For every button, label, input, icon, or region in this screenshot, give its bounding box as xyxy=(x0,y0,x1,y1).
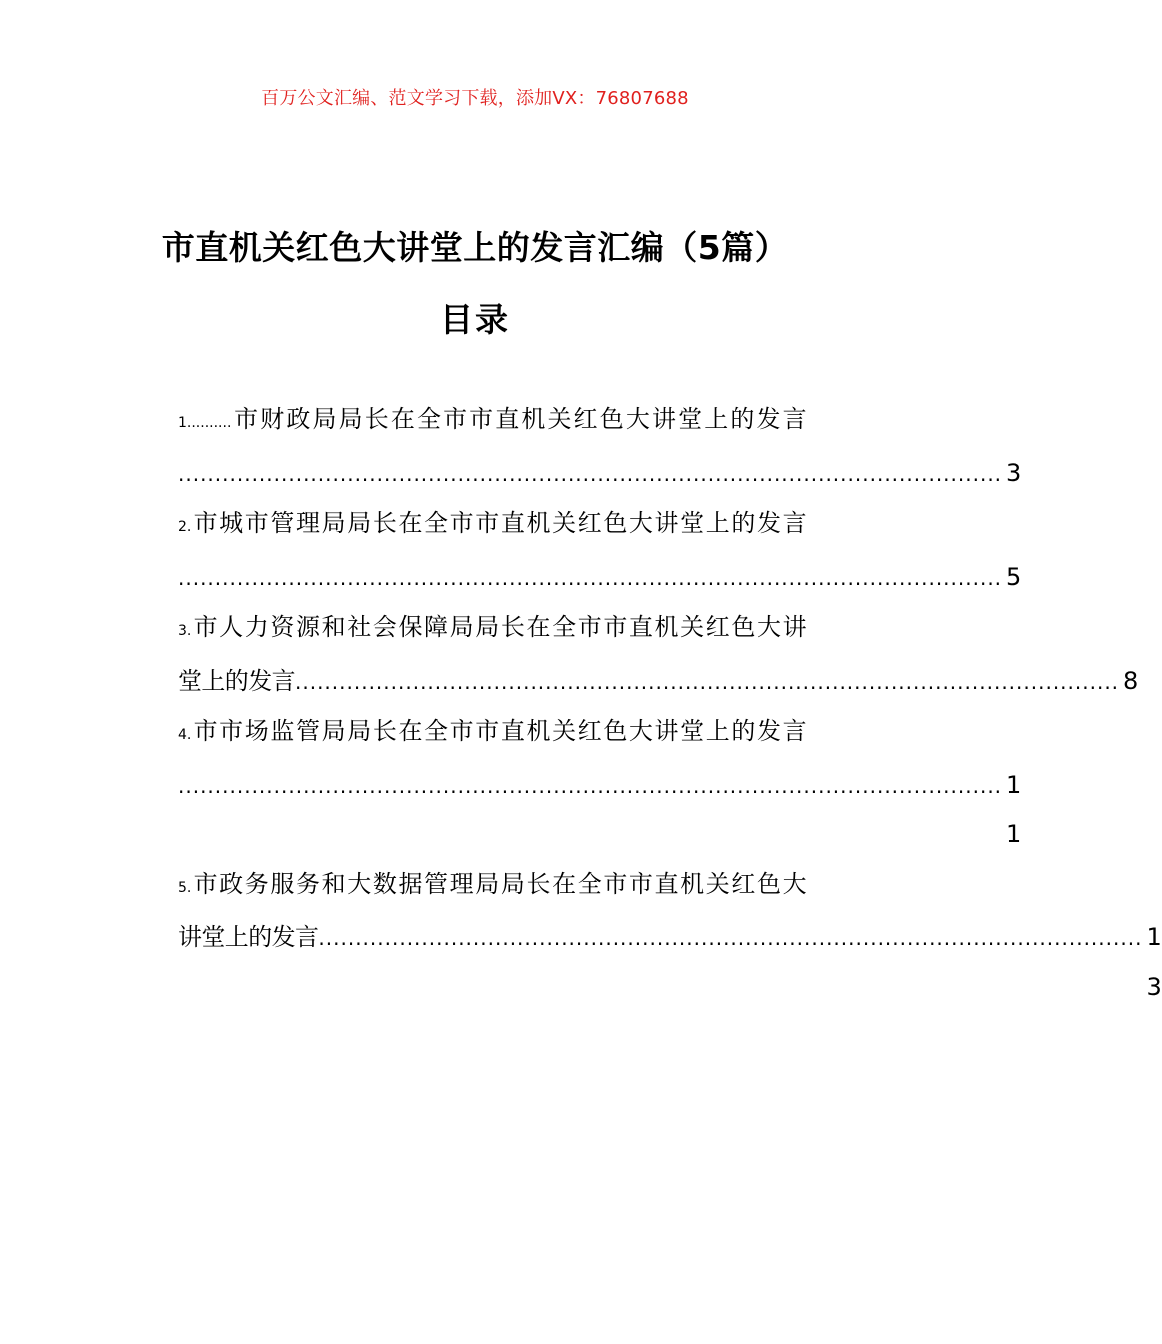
toc-entry-first-line xyxy=(178,395,806,449)
header-note: 百万公文汇编、范文学习下载，添加VX：76807688 xyxy=(261,88,689,109)
toc-entry-first-line xyxy=(178,499,806,553)
table-of-contents xyxy=(178,395,1162,1012)
toc-entry-first-line xyxy=(178,603,806,657)
toc-entry-first-line xyxy=(178,707,806,761)
toc-entry-number: 3. xyxy=(178,623,192,639)
toc-entry-second-line xyxy=(178,657,1139,708)
toc-entry-first-line xyxy=(178,860,806,914)
toc-page-number: 11 xyxy=(1006,770,1022,848)
toc-entry-second-line xyxy=(178,449,1022,500)
toc-entry-2[interactable] xyxy=(178,499,1022,603)
toc-entry-title: 市人力资源和社会保障局局长在全市市直机关红色大讲 xyxy=(191,613,806,641)
toc-dot-leader: ................................................................................................................ xyxy=(295,669,1120,694)
toc-entry-title-continued: 堂上的发言 xyxy=(178,666,295,695)
toc-page-number: 13 xyxy=(1146,923,1162,1001)
toc-page-number: 5 xyxy=(1006,562,1022,591)
toc-entry-title: 市政务服务和大数据管理局局长在全市市直机关红色大 xyxy=(191,869,806,898)
toc-dot-leader: ................................................................................................................ xyxy=(178,773,1003,798)
toc-entry-number: 1.......... xyxy=(178,415,232,431)
toc-heading: 目录 xyxy=(440,300,510,339)
toc-entry-second-line xyxy=(178,553,1022,604)
toc-entry-1[interactable] xyxy=(178,395,1022,499)
toc-entry-second-line xyxy=(178,761,1022,860)
toc-entry-number: 5. xyxy=(178,879,192,896)
toc-entry-title: 市财政局局长在全市市直机关红色大讲堂上的发言 xyxy=(231,405,806,433)
toc-entry-second-line xyxy=(178,913,1162,1012)
toc-dot-leader: ................................................................................................................ xyxy=(318,926,1143,950)
toc-dot-leader: ................................................................................................................ xyxy=(178,461,1003,486)
toc-page-number: 8 xyxy=(1123,666,1139,695)
toc-entry-title: 市城市管理局局长在全市市直机关红色大讲堂上的发言 xyxy=(191,509,806,537)
document-title: 市直机关红色大讲堂上的发言汇编（5篇） xyxy=(161,228,789,267)
toc-entry-3[interactable] xyxy=(178,603,1139,707)
toc-entry-number: 2. xyxy=(178,519,192,535)
toc-entry-number: 4. xyxy=(178,727,192,743)
toc-entry-4[interactable] xyxy=(178,707,1022,860)
toc-entry-title-continued: 讲堂上的发言 xyxy=(178,923,319,951)
toc-page-number: 3 xyxy=(1006,458,1022,487)
toc-dot-leader: ................................................................................................................ xyxy=(178,565,1003,590)
toc-entry-title: 市市场监管局局长在全市市直机关红色大讲堂上的发言 xyxy=(191,717,806,745)
toc-entry-5[interactable] xyxy=(178,860,1162,1013)
